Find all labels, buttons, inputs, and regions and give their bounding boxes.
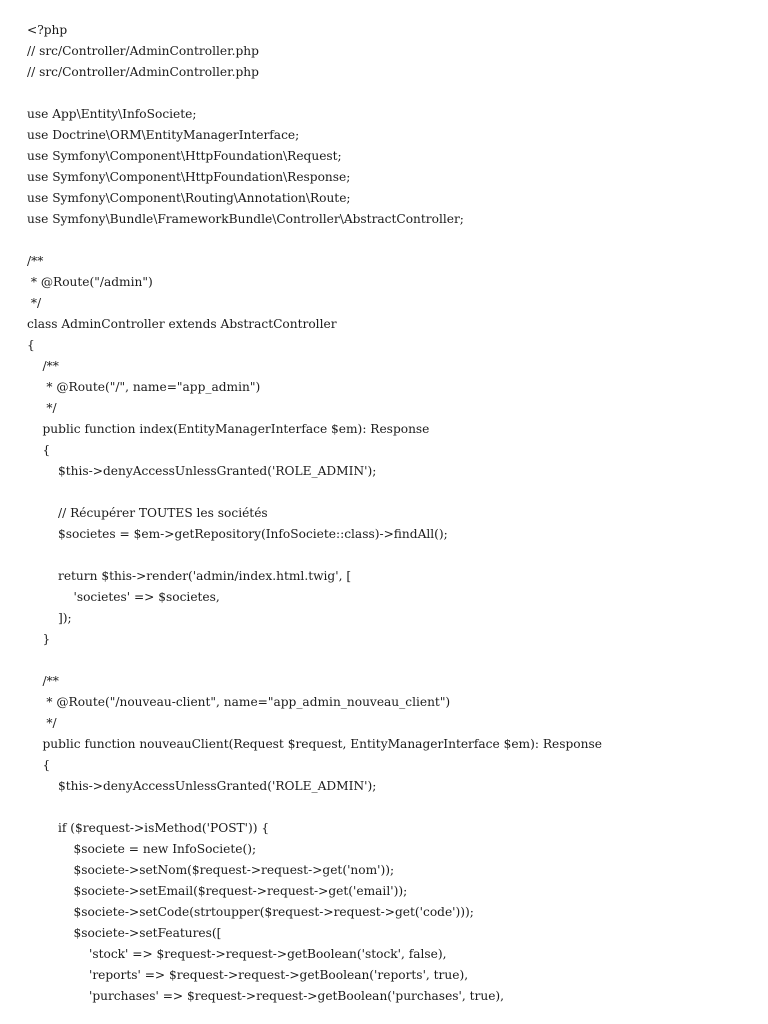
code-line: <?php (27, 23, 68, 37)
code-line: /** (27, 359, 59, 373)
code-line: if ($request->isMethod('POST')) { (27, 821, 270, 835)
code-line (27, 545, 758, 566)
code-line: return $this->render('admin/index.html.twig', [ (27, 569, 352, 583)
code-line: 'stock' => $request->request->getBoolean('stock', false), (27, 947, 447, 961)
code-line (27, 650, 758, 671)
code-line: $societe->setCode(strtoupper($request->request->get('code'))); (27, 905, 474, 919)
code-line: { (27, 338, 35, 352)
code-line: use Doctrine\ORM\EntityManagerInterface; (27, 128, 300, 142)
code-line: /** (27, 254, 44, 268)
code-line: $societes = $em->getRepository(InfoSociete::class)->findAll(); (27, 527, 448, 541)
code-line: /** (27, 674, 59, 688)
code-line: */ (27, 401, 57, 415)
code-line: $societe->setNom($request->request->get('nom')); (27, 863, 395, 877)
code-line: 'reports' => $request->request->getBoolean('reports', true), (27, 968, 469, 982)
code-line: public function nouveauClient(Request $request, EntityManagerInterface $em): Response (27, 737, 602, 751)
code-line: use Symfony\Component\HttpFoundation\Request; (27, 149, 342, 163)
code-line: // src/Controller/AdminController.php (27, 44, 259, 58)
code-line: use Symfony\Component\Routing\Annotation\Route; (27, 191, 351, 205)
code-line (27, 83, 758, 104)
code-line: use Symfony\Bundle\FrameworkBundle\Controller\AbstractController; (27, 212, 464, 226)
code-line: $societe = new InfoSociete(); (27, 842, 257, 856)
code-line: * @Route("/nouveau-client", name="app_admin_nouveau_client") (27, 695, 451, 709)
code-line: { (27, 758, 51, 772)
code-line: ]); (27, 611, 72, 625)
code-line (27, 230, 758, 251)
code-line: public function index(EntityManagerInterface $em): Response (27, 422, 430, 436)
code-line: * @Route("/admin") (27, 275, 153, 289)
code-line: } (27, 632, 51, 646)
code-line: */ (27, 716, 57, 730)
code-line (27, 482, 758, 503)
code-line: 'purchases' => $request->request->getBoolean('purchases', true), (27, 989, 505, 1003)
code-line (27, 797, 758, 818)
code-line: use Symfony\Component\HttpFoundation\Response; (27, 170, 351, 184)
code-line: $societe->setEmail($request->request->get('email')); (27, 884, 408, 898)
code-line: // src/Controller/AdminController.php (27, 65, 259, 79)
code-line: class AdminController extends AbstractController (27, 317, 337, 331)
code-line: 'societes' => $societes, (27, 590, 220, 604)
code-line: * @Route("/", name="app_admin") (27, 380, 261, 394)
code-line: */ (27, 296, 42, 310)
code-line: $this->denyAccessUnlessGranted('ROLE_ADMIN'); (27, 464, 377, 478)
code-line: $societe->setFeatures([ (27, 926, 222, 940)
code-line: $this->denyAccessUnlessGranted('ROLE_ADMIN'); (27, 779, 377, 793)
code-document (27, 20, 758, 1007)
code-line: { (27, 443, 51, 457)
code-line: // Récupérer TOUTES les sociétés (27, 506, 268, 520)
code-line: use App\Entity\InfoSociete; (27, 107, 197, 121)
